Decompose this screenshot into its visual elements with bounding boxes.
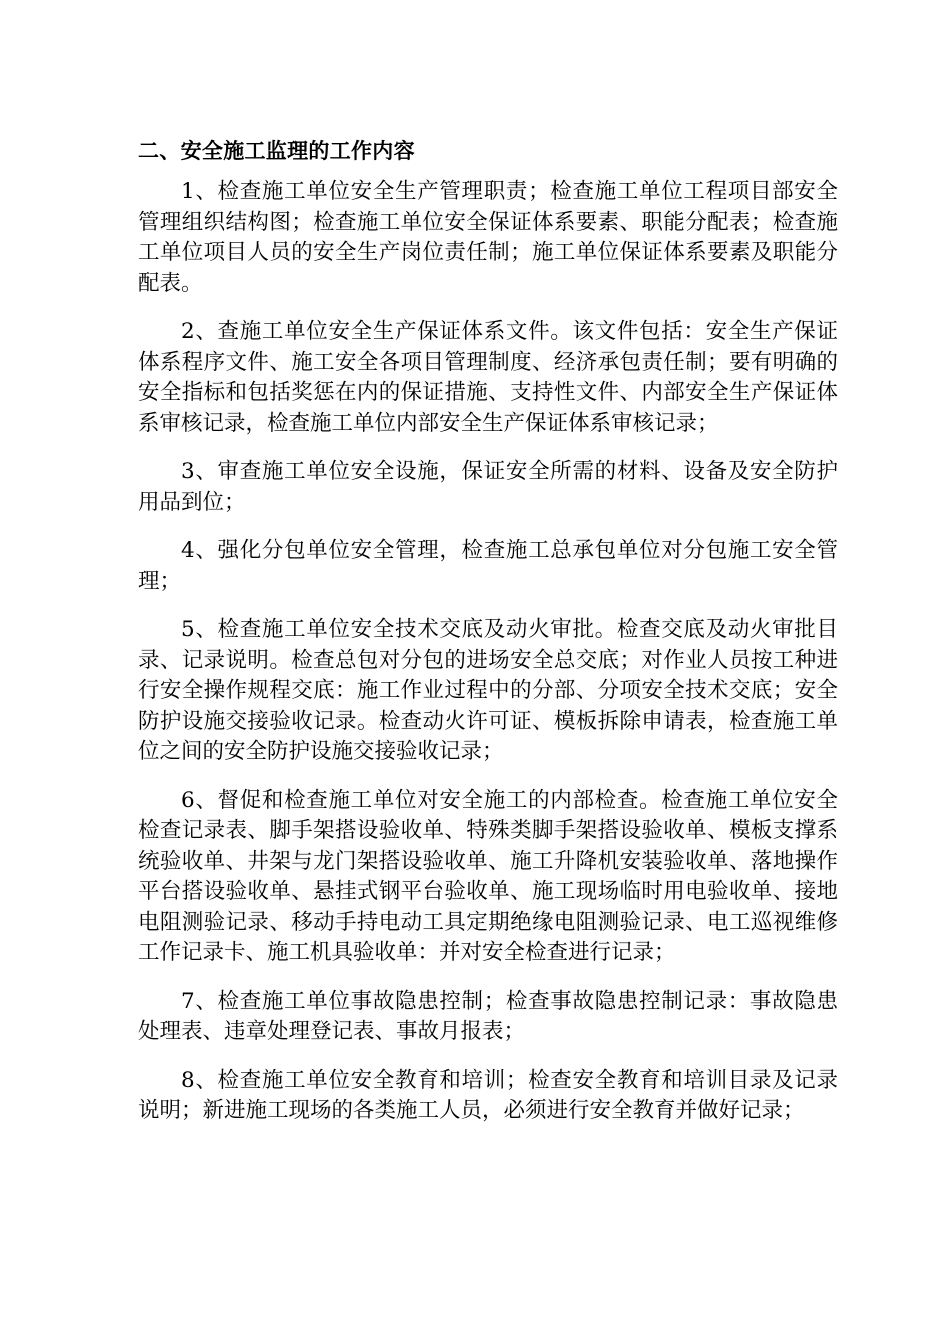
- paragraph-6: 6、督促和检查施工单位对安全施工的内部检查。检查施工单位安全检查记录表、脚手架搭设验收单、特殊类脚手架搭设验收单、模板支撑系统验收单、井架与龙门架搭设验收单、施工升降机安装验收单、落地操作平台搭设验收单、悬挂式钢平台验收单、施工现场临时用电验收单、接地电阻测验记录、移动手持电动工具定期绝缘电阻测验记录、电工巡视维修工作记录卡、施工机具验收单：并对安全检查进行记录；: [138, 787, 838, 965]
- paragraph-1: 1、检查施工单位安全生产管理职责；检查施工单位工程项目部安全管理组织结构图；检查施工单位安全保证体系要素、职能分配表；检查施工单位项目人员的安全生产岗位责任制；施工单位保证体系要素及职能分配表。: [138, 179, 838, 296]
- document-page: [138, 136, 838, 1145]
- paragraph-7: 7、检查施工单位事故隐患控制；检查事故隐患控制记录：事故隐患处理表、违章处理登记表、事故月报表；: [138, 988, 838, 1044]
- paragraph-2: 2、查施工单位安全生产保证体系文件。该文件包括：安全生产保证体系程序文件、施工安全各项目管理制度、经济承包责任制；要有明确的安全指标和包括奖惩在内的保证措施、支持性文件、内部安全生产保证体系审核记录，检查施工单位内部安全生产保证体系审核记录；: [138, 319, 838, 436]
- paragraph-3: 3、审查施工单位安全设施，保证安全所需的材料、设备及安全防护用品到位；: [138, 459, 838, 515]
- paragraph-4: 4、强化分包单位安全管理，检查施工总承包单位对分包施工安全管理；: [138, 538, 838, 594]
- paragraph-8: 8、检查施工单位安全教育和培训；检查安全教育和培训目录及记录说明；新进施工现场的各类施工人员，必须进行安全教育并做好记录；: [138, 1067, 838, 1123]
- section-heading: 二、安全施工监理的工作内容: [138, 139, 415, 163]
- paragraph-5: 5、检查施工单位安全技术交底及动火审批。检查交底及动火审批目录、记录说明。检查总包对分包的进场安全总交底；对作业人员按工种进行安全操作规程交底：施工作业过程中的分部、分项安全技术交底；安全防护设施交接验收记录。检查动火许可证、模板拆除申请表，检查施工单位之间的安全防护设施交接验收记录；: [138, 617, 838, 764]
